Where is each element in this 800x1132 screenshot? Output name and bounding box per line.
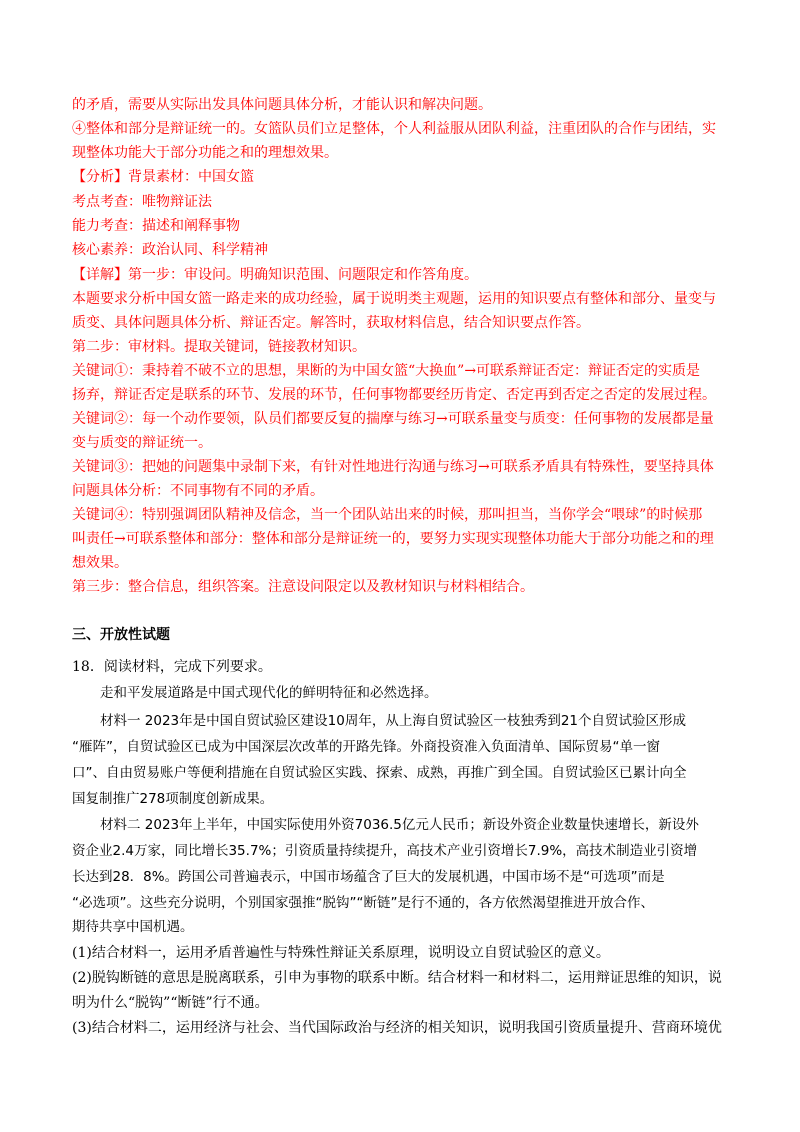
material-one-line: 材料一 2023年是中国自贸试验区建设10周年，从上海自贸试验区一枝独秀到21个自贸试验区形成 (100, 713, 687, 729)
material-intro: 走和平发展道路是中国式现代化的鲜明特征和必然选择。 (100, 685, 438, 701)
material-two-line: 资企业2.4万家，同比增长35.7%；引资质量持续提升，高技术产业引资增长7.9%，高技术制造业引资增 (72, 843, 698, 859)
answer-line: 的矛盾，需要从实际出发具体问题具体分析，才能认识和解决问题。 (72, 97, 492, 113)
answer-line: ④整体和部分是辩证统一的。女篮队员们立足整体，个人利益服从团队利益，注重团队的合作与团结，实 (72, 121, 716, 137)
material-two-line: 期待共享中国机遇。 (72, 919, 194, 935)
material-two-line: “必选项”。这些充分说明，个别国家强推“脱钩”“断链”是行不通的，各方依然渴望推进开放合作、 (72, 895, 654, 911)
explanation-line: 质变、具体问题具体分析、辩证否定。解答时，获取材料信息，结合知识要点作答。 (72, 315, 590, 331)
analysis-line: 考点考查：唯物辩证法 (72, 194, 212, 210)
material-two-line: 长达到28．8%。跨国公司普遍表示，中国市场蕴含了巨大的发展机遇，中国市场不是“可选项”而是 (72, 869, 665, 885)
material-one-line: “雁阵”，自贸试验区已成为中国深层次改革的开路先锋。外商投资准入负面清单、国际贸易“单一窗 (72, 739, 660, 755)
question-stem: 18．阅读材料，完成下列要求。 (72, 659, 272, 675)
material-two-line: 材料二 2023年上半年，中国实际使用外资7036.5亿元人民币；新设外资企业数量快速增长，新设外 (100, 817, 699, 833)
sub-question: (2)脱钩断链的意思是脱离联系，引申为事物的联系中断。结合材料一和材料二，运用辩证思维的知识，说 (72, 970, 722, 986)
explanation-line: 变与质变的辩证统一。 (72, 435, 212, 451)
sub-question: (3)结合材料二，运用经济与社会、当代国际政治与经济的相关知识，说明我国引资质量提升、营商环境优 (72, 1020, 722, 1036)
explanation-line: 第三步：整合信息，组织答案。注意设问限定以及教材知识与材料相结合。 (72, 579, 534, 595)
analysis-line: 能力考查：描述和阐释事物 (72, 218, 240, 234)
explanation-line: 本题要求分析中国女篮一路走来的成功经验，属于说明类主观题，运用的知识要点有整体和部分、量变与 (72, 291, 716, 307)
explanation-line: 关键词④：特别强调团队精神及信念，当一个团队站出来的时候，那叫担当，当你学会“喂球”的时候那 (72, 507, 703, 523)
explanation-line: 【详解】第一步：审设问。明确知识范围、问题限定和作答角度。 (72, 267, 478, 283)
answer-line: 现整体功能大于部分功能之和的理想效果。 (72, 145, 338, 161)
explanation-line: 叫责任→可联系整体和部分：整体和部分是辩证统一的，要努力实现实现整体功能大于部分功能之和的理 (72, 531, 714, 547)
explanation-line: 第二步：审材料。提取关键词，链接教材知识。 (72, 339, 366, 355)
analysis-line: 核心素养：政治认同、科学精神 (72, 242, 268, 258)
material-one-line: 国复制推广278项制度创新成果。 (72, 791, 274, 807)
explanation-line: 关键词③：把她的问题集中录制下来，有针对性地进行沟通与练习→可联系矛盾具有特殊性，要坚持具体 (72, 459, 714, 475)
section-title: 三、开放性试题 (72, 627, 170, 643)
sub-question: 明为什么“脱钩”“断链”行不通。 (72, 995, 269, 1011)
explanation-line: 问题具体分析：不同事物有不同的矛盾。 (72, 483, 324, 499)
explanation-line: 关键词①：秉持着不破不立的思想，果断的为中国女篮“大换血”→可联系辩证否定：辩证否定的实质是 (72, 363, 701, 379)
explanation-line: 想效果。 (72, 555, 128, 571)
sub-question: (1)结合材料一，运用矛盾普遍性与特殊性辩证关系原理，说明设立自贸试验区的意义。 (72, 945, 610, 961)
explanation-line: 关键词②：每一个动作要领，队员们都要反复的揣摩与练习→可联系量变与质变：任何事物的发展都是量 (72, 411, 714, 427)
analysis-line: 【分析】背景素材：中国女篮 (72, 169, 254, 185)
explanation-line: 扬弃，辩证否定是联系的环节、发展的环节，任何事物都要经历肯定、否定再到否定之否定的发展过程。 (72, 387, 716, 403)
material-one-line: 口”、自由贸易账户等便利措施在自贸试验区实践、探索、成熟，再推广到全国。自贸试验区已累计向全 (72, 765, 687, 781)
